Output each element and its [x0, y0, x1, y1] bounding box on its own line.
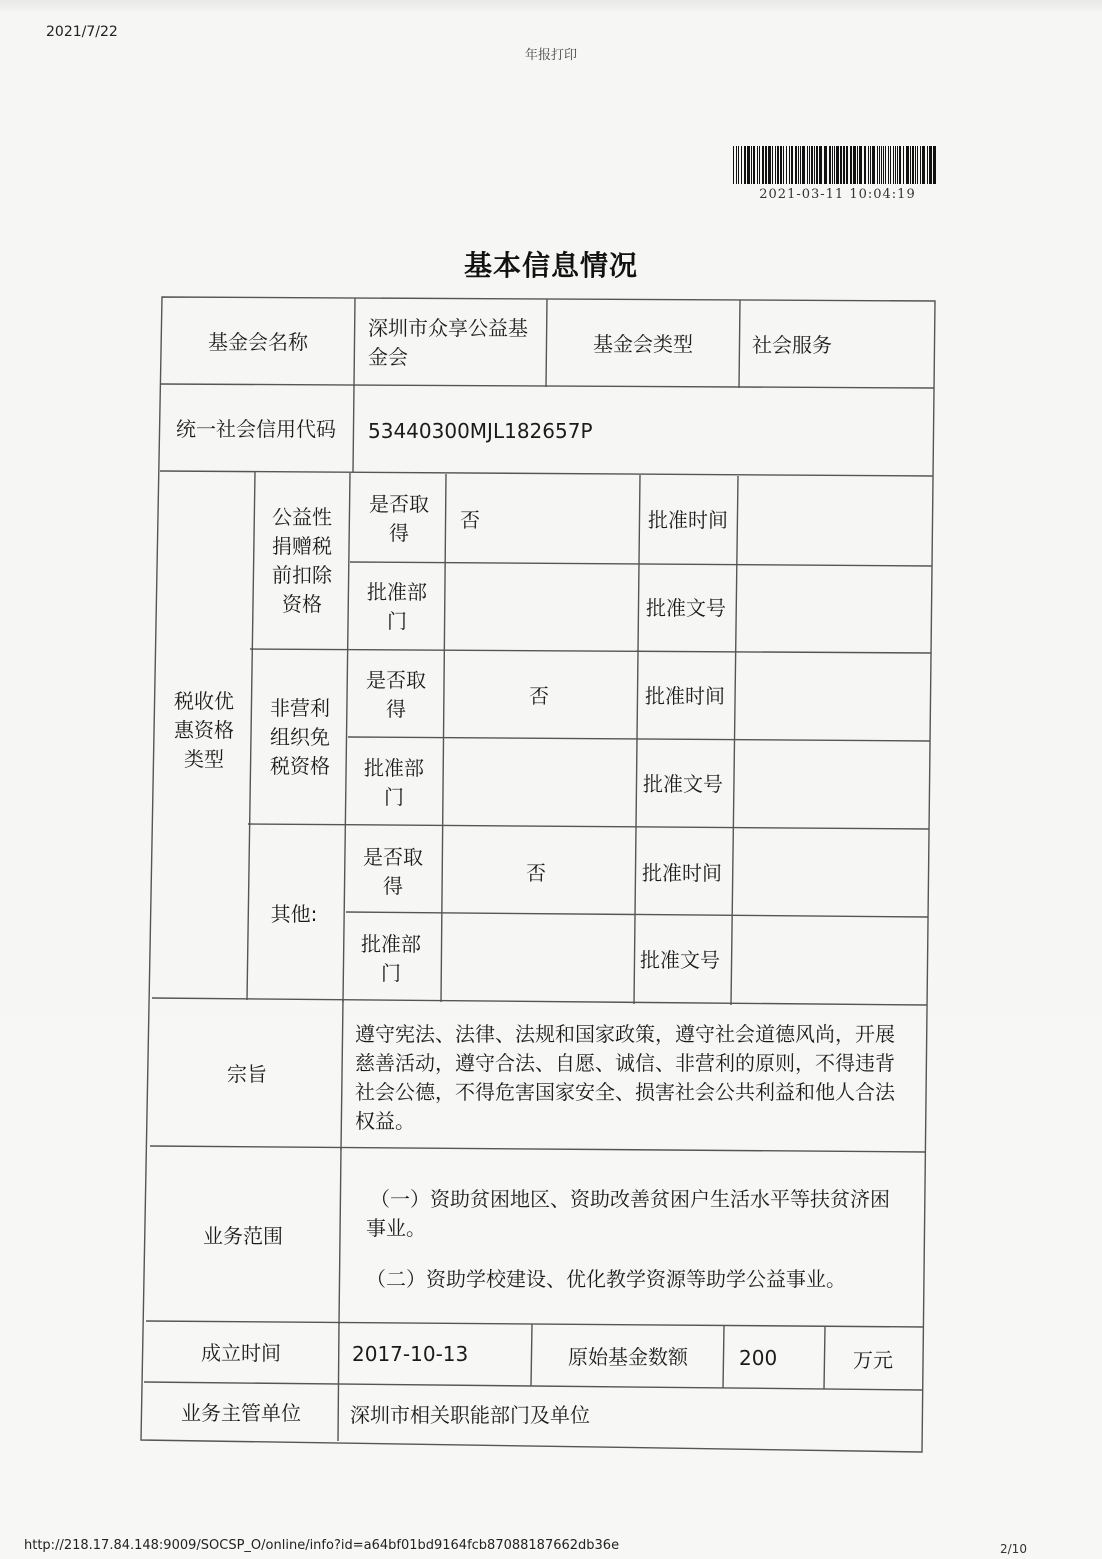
fund-label: 原始基金数额 — [568, 1344, 688, 1369]
section-1-approve-time-label: 批准时间 — [648, 507, 728, 532]
footer-page-number: 2/10 — [1000, 1542, 1027, 1556]
founded-value: 2017-10-13 — [352, 1341, 469, 1366]
section-1-obtained-value: 否 — [460, 507, 480, 532]
tax-category-label: 税收优惠资格类型 — [174, 688, 234, 771]
section-2-approve-time-value — [748, 653, 918, 741]
section-2-approve-time-label: 批准时间 — [645, 683, 725, 708]
section-1-approve-dept-label: 批准部门 — [367, 580, 427, 633]
founded-label: 成立时间 — [201, 1340, 281, 1365]
section-2-obtained-label: 是否取得 — [366, 668, 426, 721]
tax-section-1-label: 公益性捐赠税前扣除资格 — [272, 505, 332, 616]
section-3-approve-dept-label: 批准部门 — [361, 932, 421, 985]
credit-code-label: 统一社会信用代码 — [176, 416, 336, 441]
section-3-approve-time-value — [745, 830, 915, 918]
section-2-approve-dept-value — [455, 740, 625, 828]
foundation-name-label: 基金会名称 — [208, 329, 308, 354]
section-1-approve-time-value — [750, 477, 920, 565]
foundation-type-label: 基金会类型 — [593, 331, 693, 356]
section-3-obtained-label: 是否取得 — [363, 845, 423, 898]
section-3-approve-dept-value — [452, 916, 622, 1004]
supervisor-label: 业务主管单位 — [181, 1400, 301, 1425]
tax-section-2-label: 非营利组织免税资格 — [270, 695, 330, 778]
supervisor-value: 深圳市相关职能部门及单位 — [350, 1402, 590, 1427]
section-1-obtained-label: 是否取得 — [369, 492, 429, 545]
footer-url: http://218.17.84.148:9009/SOCSP_O/online/info?id=a64bf01bd9164fcb87088187662db36e — [24, 1538, 620, 1553]
section-2-approve-doc-label: 批准文号 — [643, 771, 723, 796]
section-2-approve-doc-value — [745, 741, 915, 829]
print-header-title: 年报打印 — [524, 48, 577, 63]
foundation-type-value: 社会服务 — [752, 332, 832, 357]
section-3-approve-doc-value — [742, 917, 912, 1005]
print-date: 2021/7/22 — [46, 24, 118, 40]
scope-label: 业务范围 — [203, 1223, 283, 1248]
section-1-approve-doc-value — [748, 565, 918, 653]
scope-item-1: （一）资助贫困地区、资助改善贫困户生活水平等扶贫济困事业。 — [366, 1187, 890, 1240]
tax-section-3-label: 其他: — [270, 901, 318, 926]
section-3-approve-doc-label: 批准文号 — [640, 947, 720, 972]
barcode-timestamp: 2021-03-11 10:04:19 — [759, 187, 916, 202]
fund-unit: 万元 — [853, 1347, 893, 1372]
section-1-approve-doc-label: 批准文号 — [646, 595, 726, 620]
foundation-name-value: 深圳市众享公益基金会 — [368, 316, 528, 369]
section-3-obtained-value: 否 — [526, 860, 546, 885]
scope-item-2: （二）资助学校建设、优化教学资源等助学公益事业。 — [366, 1267, 846, 1291]
section-1-approve-dept-value — [458, 564, 628, 652]
document-title: 基本信息情况 — [463, 249, 638, 282]
purpose-value: 遵守宪法、法律、法规和国家政策，遵守社会道德风尚，开展慈善活动，遵守合法、自愿、诚信、非营利的原则，不得违背社会公德，不得危害国家安全、损害社会公共利益和他人合法权益。 — [355, 1022, 895, 1133]
purpose-label: 宗旨 — [227, 1061, 267, 1086]
fund-value: 200 — [739, 1345, 778, 1370]
barcode-image — [733, 146, 936, 184]
section-2-approve-dept-label: 批准部门 — [364, 756, 424, 809]
section-3-approve-time-label: 批准时间 — [642, 860, 722, 885]
section-2-obtained-value: 否 — [529, 683, 549, 708]
credit-code-value: 53440300MJL182657P — [368, 418, 593, 443]
